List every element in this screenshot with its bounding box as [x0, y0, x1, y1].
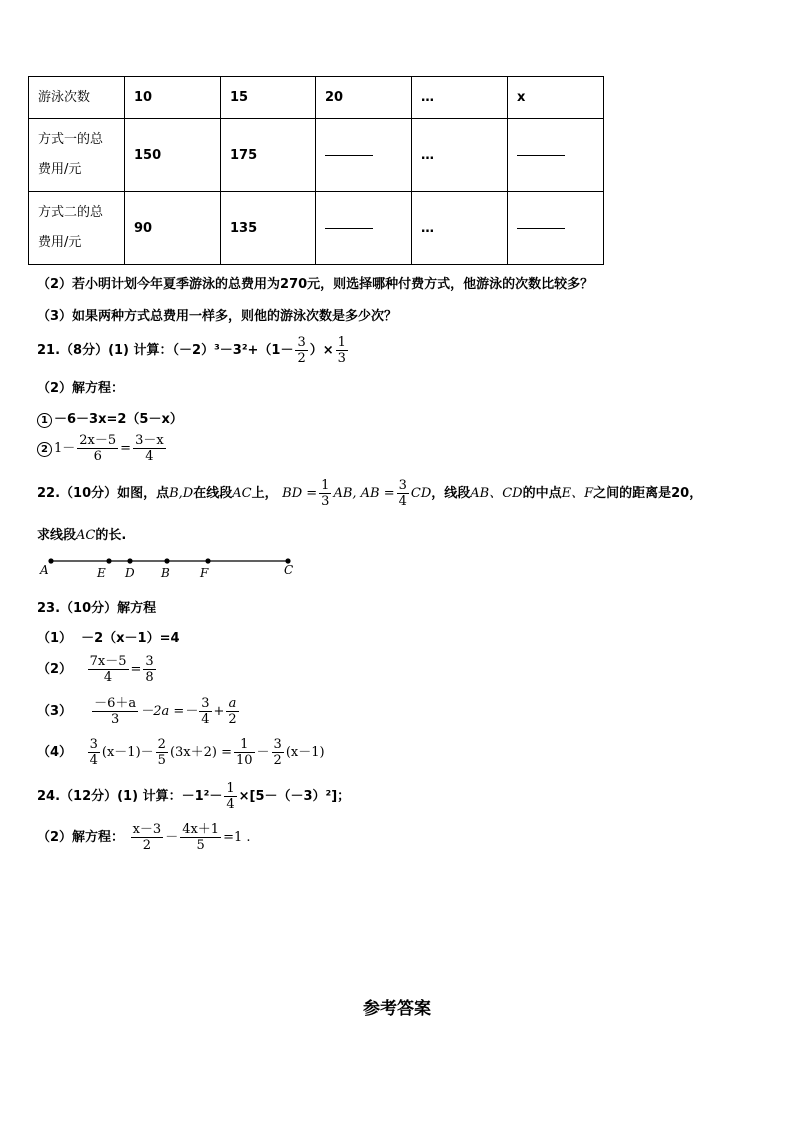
row-header-line: 费用/元 [38, 162, 82, 177]
q21-eq1 [37, 408, 183, 428]
table-cell: 游泳次数 [29, 77, 125, 119]
row-header-line: 方式一的总 [38, 132, 104, 147]
table-row-header [29, 192, 125, 265]
fraction: $\frac{1}{3}$ [337, 335, 346, 366]
q21-calc [37, 335, 350, 366]
table-cell: x [508, 77, 604, 119]
answer-blank[interactable] [517, 227, 565, 229]
table-cell-blank[interactable] [508, 119, 604, 192]
q21-mid: ）× [309, 343, 334, 358]
fraction: $\frac{1}{10}$ [235, 737, 253, 768]
q23-eq3: （3） $\frac{-6+a}{3}$ －2a =－ $\frac{3}{4}$ + $\frac{a}{2}$ [37, 696, 237, 727]
answer-blank[interactable] [517, 154, 565, 156]
table-cell: 150 [125, 119, 221, 192]
label-e: E [97, 566, 106, 580]
fraction: $\frac{a}{2}$ [228, 696, 237, 727]
fraction: $\frac{3}{8}$ [145, 654, 154, 685]
fraction: $\frac{2}{5}$ [157, 737, 166, 768]
fraction: $\frac{3-x}{4}$ [135, 433, 164, 464]
label-b: B [161, 566, 170, 580]
q24-calc: 24.（12分）(1) 计算：－1²－ $\frac{1}{4}$ ×[5－（－3）²]； [37, 781, 351, 812]
table-cell-blank[interactable] [508, 192, 604, 265]
answer-blank[interactable] [325, 154, 373, 156]
equation: －6－3x=2（5－x） [54, 412, 183, 427]
q23-eq2: （2） $\frac{7x-5}{4}$ = $\frac{3}{8}$ [37, 654, 154, 685]
label-c: C [284, 563, 294, 577]
table-cell: 20 [316, 77, 412, 119]
fraction: $\frac{x-3}{2}$ [132, 822, 162, 853]
answer-title: 参考答案 [363, 999, 431, 1019]
q22-line2: 求线段AC的长. [37, 528, 127, 543]
row-header-line: 费用/元 [38, 235, 82, 250]
fraction: $\frac{-6+a}{3}$ [94, 696, 137, 727]
point-b [164, 558, 169, 563]
label-f: F [200, 566, 209, 580]
point-e [106, 558, 111, 563]
fraction: $\frac{1}{3}$ [321, 478, 330, 509]
row-header-line: 方式二的总 [38, 205, 104, 220]
table-cell: 175 [221, 119, 316, 192]
answer-blank[interactable] [325, 227, 373, 229]
fraction: $\frac{7x-5}{4}$ [89, 654, 127, 685]
payment-table [28, 76, 604, 265]
table-cell: 10 [125, 77, 221, 119]
segment-diagram [30, 552, 310, 582]
fraction: $\frac{4x+1}{5}$ [182, 822, 220, 853]
table-cell: … [412, 77, 508, 119]
q21-head: 21.（8分）(1) 计算：（－2）³－3²+（1－ [37, 343, 294, 358]
table-cell: … [412, 119, 508, 192]
table-cell: … [412, 192, 508, 265]
circled-number: 2 [37, 442, 52, 457]
table-row-header [29, 119, 125, 192]
fraction: $\frac{1}{4}$ [226, 781, 235, 812]
point-f [205, 558, 210, 563]
fraction: $\frac{3}{4}$ [201, 696, 210, 727]
fraction: $\frac{3}{2}$ [297, 335, 306, 366]
label-a: A [40, 563, 49, 577]
q23-eq1: （1） －2（x－1）=4 [37, 631, 180, 646]
table-cell-blank[interactable] [316, 119, 412, 192]
q21-eq2: 2 1－ $\frac{2x-5}{6}$ = $\frac{3-x}{4}$ [37, 433, 168, 464]
fraction: $\frac{3}{2}$ [273, 737, 282, 768]
circled-number: 1 [37, 413, 52, 428]
fraction: $\frac{2x-5}{6}$ [79, 433, 117, 464]
label-d: D [125, 566, 135, 580]
table-cell: 90 [125, 192, 221, 265]
table-cell: 135 [221, 192, 316, 265]
table-cell-blank[interactable] [316, 192, 412, 265]
fraction: $\frac{3}{4}$ [89, 737, 98, 768]
table-cell: 15 [221, 77, 316, 119]
q20-part2: （2）若小明计划今年夏季游泳的总费用为270元，则选择哪种付费方式，他游泳的次数比较多？ [37, 277, 594, 292]
q22-text: 22.（10分）如图，点B,D在线段AC上， BD = $\frac{1}{3}$ AB, AB = $\frac{3}{4}$ CD，线段AB、CD的中点E、F之间的距离是20， [37, 478, 703, 509]
point-d [127, 558, 132, 563]
q23-eq4: （4） $\frac{3}{4}$ (x－1)－ $\frac{2}{5}$ (3x＋2) = $\frac{1}{10}$ － $\frac{3}{2}$ (x－1) [37, 737, 325, 768]
q20-part3: （3）如果两种方式总费用一样多，则他的游泳次数是多少次？ [37, 309, 398, 324]
q24-eq: （2）解方程： $\frac{x-3}{2}$ － $\frac{4x+1}{5}$ =1 . [37, 822, 251, 853]
q21-part2: （2）解方程： [37, 381, 125, 396]
fraction: $\frac{3}{4}$ [398, 478, 407, 509]
point-a [48, 558, 53, 563]
q23-head: 23.（10分）解方程 [37, 601, 157, 616]
